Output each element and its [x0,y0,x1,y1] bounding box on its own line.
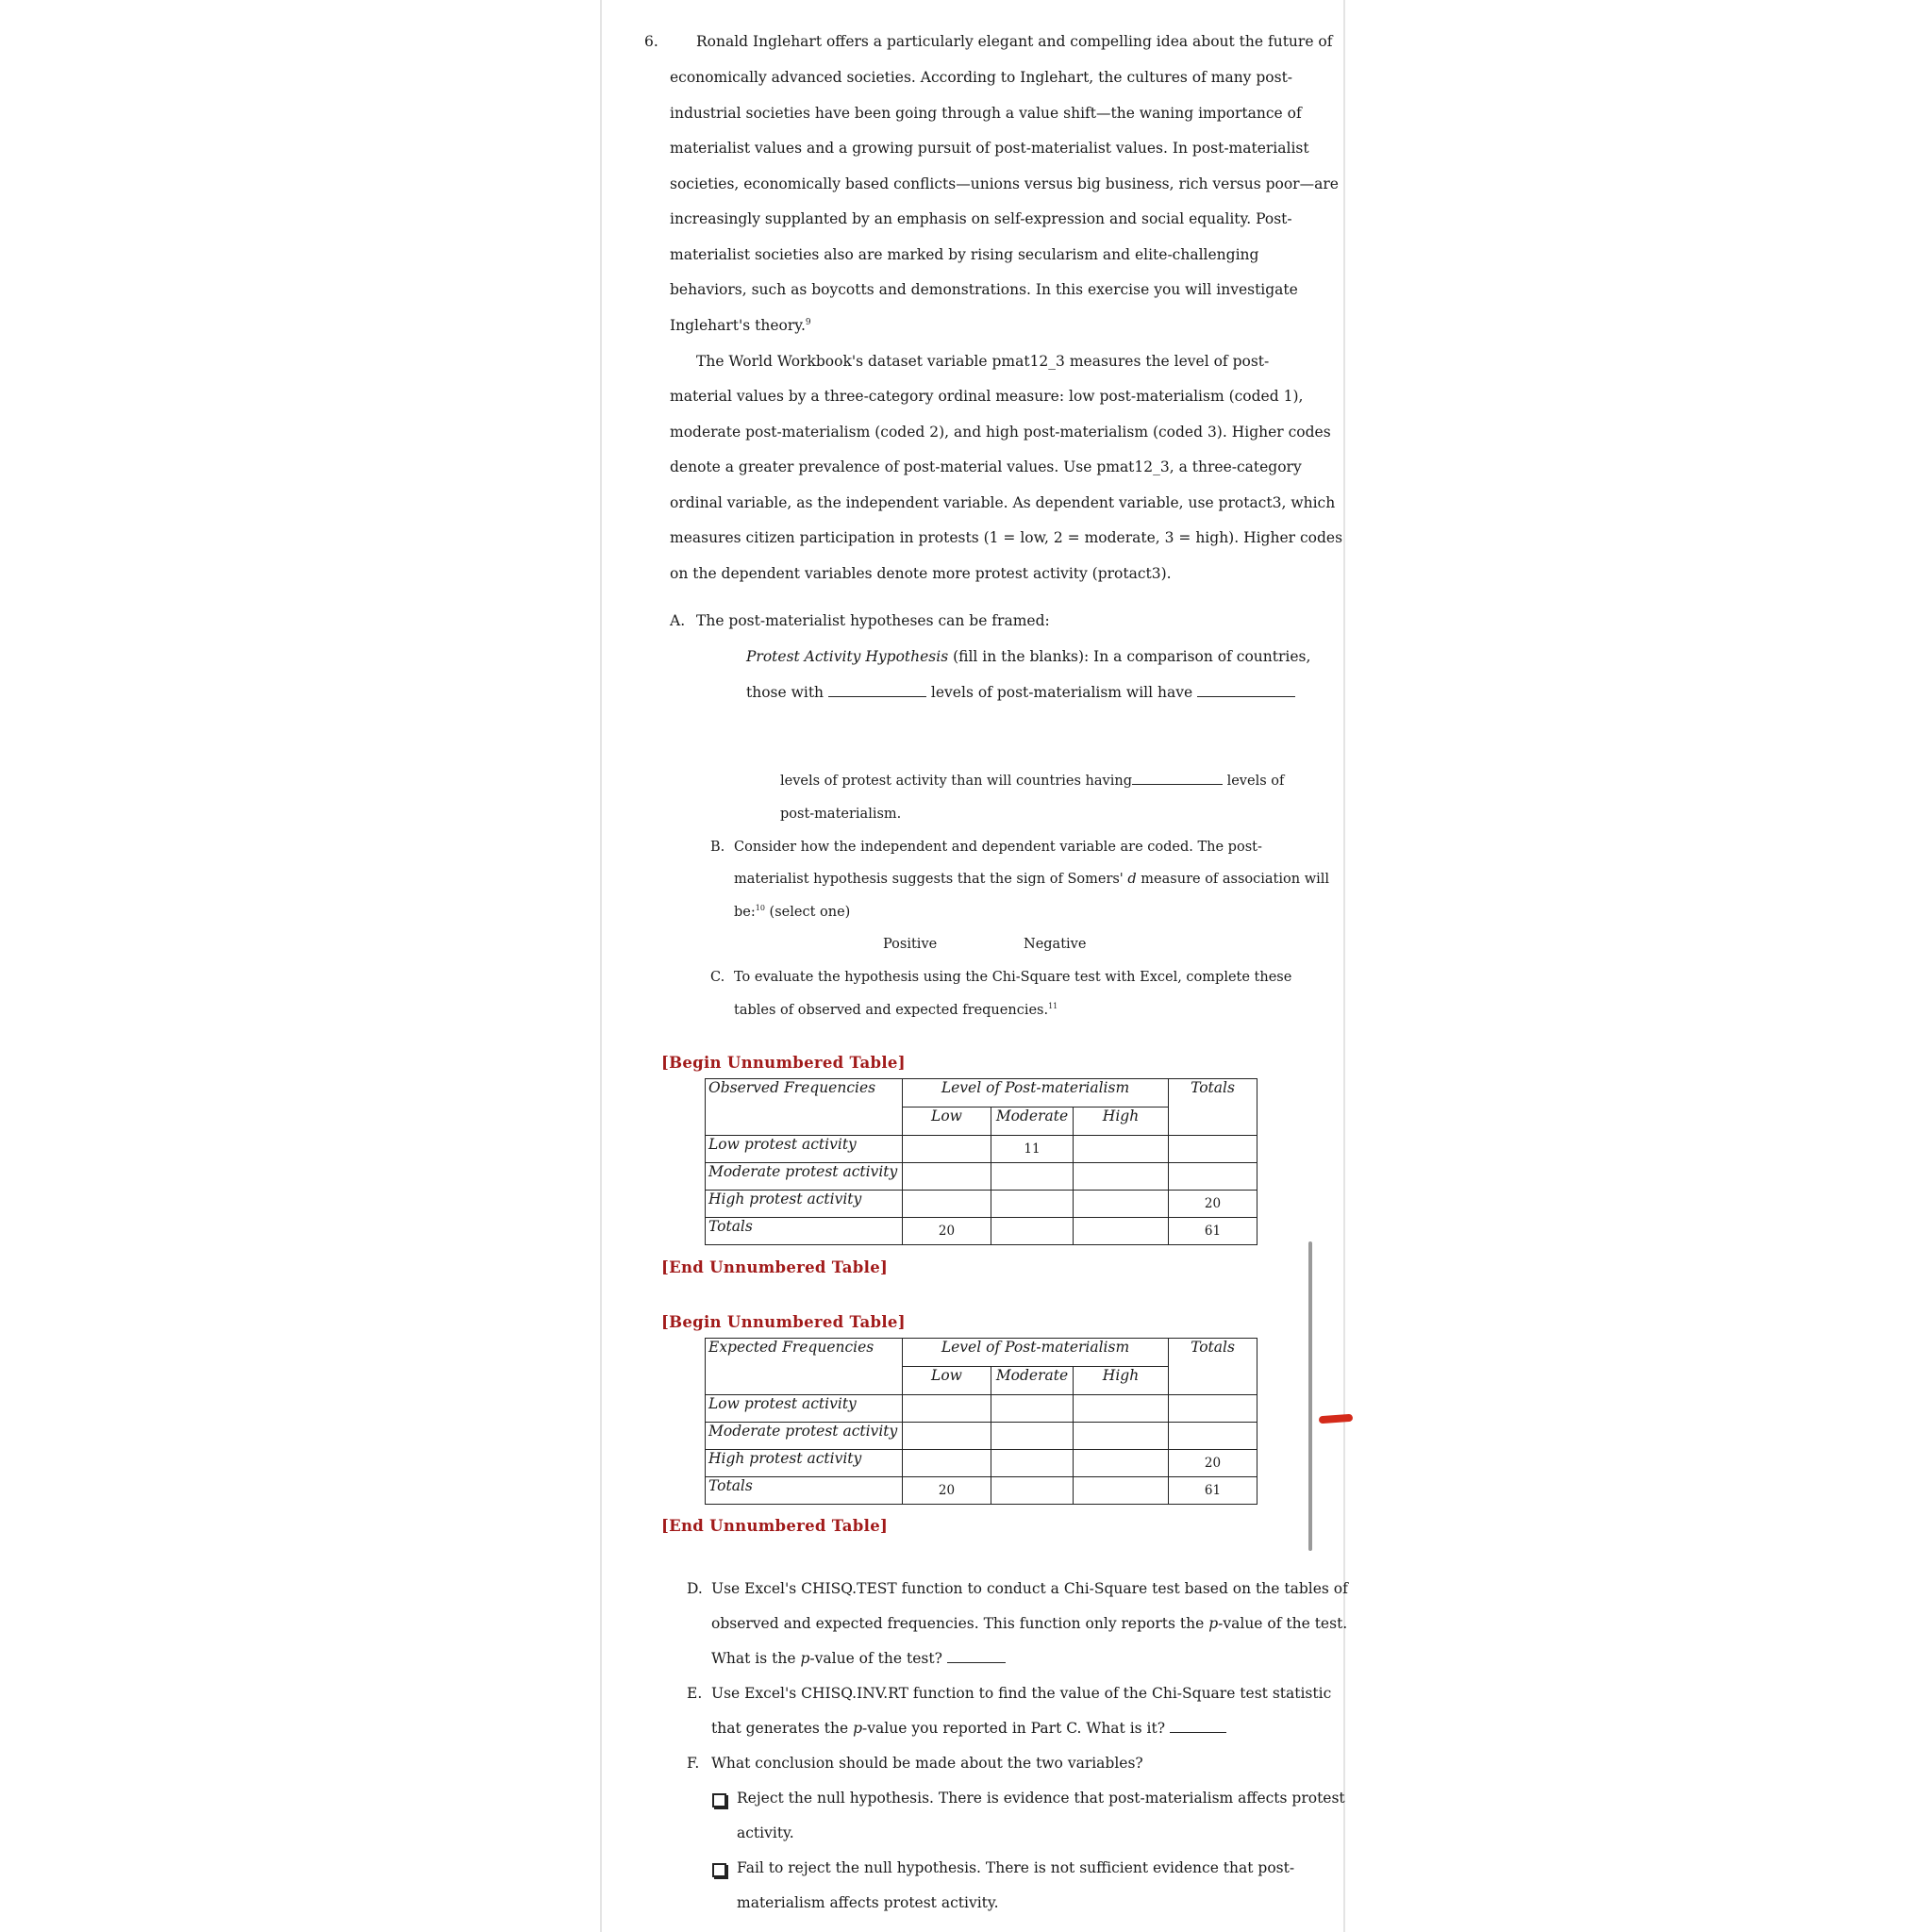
partD-line-3b: -value of the test? [809,1650,942,1667]
partF-line-1: What conclusion should be made about the two variables? [711,1755,1143,1772]
p-italic: p [853,1720,863,1737]
partF-label: F. [687,1755,700,1772]
para2-line-5: ordinal variable, as the independent variable. As dependent variable, use protact3, which [670,494,1336,511]
intro-line-4: materialist values and a growing pursuit of post-materialist values. In post-materialist [670,140,1309,157]
partE-label: E. [687,1685,703,1702]
partE-line-2a: that generates the [711,1720,854,1737]
intro-line-7: materialist societies also are marked by rising secularism and elite-challenging [670,246,1259,263]
partD-line-3a: What is the [711,1650,801,1667]
fail-option-line-1: Fail to reject the null hypothesis. There is not sufficient evidence that post- [737,1859,1295,1876]
table-cell[interactable] [903,1450,991,1477]
table-cell[interactable]: 20 [1169,1450,1257,1477]
table-cell[interactable] [991,1191,1074,1218]
table-row [706,1218,1257,1245]
partA-label: A. [670,612,686,629]
partB-line-2b: measure of association will [1136,872,1330,887]
observed-col-low: Low [903,1108,991,1136]
intro-line-3: industrial societies have been going through a value shift—the waning importance of [670,105,1302,122]
partB-line-2a: materialist hypothesis suggests that the sign of Somers' [734,872,1128,887]
table-cell[interactable]: 20 [903,1218,991,1245]
table-cell[interactable] [1074,1477,1169,1505]
para2-line-1: The World Workbook's dataset variable pmat12_3 measures the level of post- [696,353,1270,370]
footnote-9: 9 [805,317,811,327]
expected-group-header: Level of Post-materialism [903,1339,1169,1367]
table-row [706,1163,1257,1191]
hypothesis-line-3 [780,774,1284,789]
hypothesis-line-1 [746,648,1310,665]
partC-line-2 [734,1002,1058,1018]
blank-3[interactable] [1132,783,1223,785]
intro-line-5: societies, economically based conflicts—unions versus big business, rich versus poor—are [670,175,1339,192]
hypothesis-title: Protest Activity Hypothesis [746,648,949,665]
table-cell[interactable] [991,1395,1074,1423]
intro-line-9-text: Inglehart's theory. [670,317,806,334]
partD-line-2 [711,1615,1347,1632]
hypothesis-line-2b: levels of post-materialism will have [930,684,1193,701]
expected-col-high: High [1074,1367,1169,1395]
observed-totals-header: Totals [1169,1079,1257,1136]
table-row [706,1191,1257,1218]
hypothesis-rest: (fill in the blanks): In a comparison of countries, [948,648,1311,665]
partC-line-1: To evaluate the hypothesis using the Chi-Square test with Excel, complete these [734,970,1292,985]
table-cell[interactable] [903,1136,991,1163]
hypothesis-line-3a: levels of protest activity than will countries having [780,774,1132,789]
reject-checkbox[interactable] [712,1793,726,1807]
table-cell[interactable] [1169,1395,1257,1423]
intro-line-6: increasingly supplanted by an emphasis on self-expression and social equality. Post- [670,210,1292,227]
partD-label: D. [687,1580,703,1597]
table-cell[interactable] [903,1423,991,1450]
table-cell[interactable] [1074,1218,1169,1245]
intro-line-1: Ronald Inglehart offers a particularly elegant and compelling idea about the future of [696,33,1333,50]
partB-label: B. [710,840,725,855]
fail-option-line-2: materialism affects protest activity. [737,1894,999,1911]
table-cell[interactable] [1169,1163,1257,1191]
row-label: Totals [706,1218,903,1245]
expected-end-label: [End Unnumbered Table] [661,1517,889,1535]
hypothesis-line-2 [746,684,1295,701]
scrollbar[interactable] [1308,1241,1312,1551]
observed-title: Observed Frequencies [706,1079,903,1136]
table-cell[interactable] [991,1218,1074,1245]
question-number: 6. [644,33,658,50]
expected-col-moderate: Moderate [991,1367,1074,1395]
table-cell[interactable] [1169,1423,1257,1450]
table-cell[interactable] [991,1423,1074,1450]
reject-option-line-1: Reject the null hypothesis. There is evidence that post-materialism affects protest [737,1790,1345,1807]
partC-line-2-text: tables of observed and expected frequencies. [734,1002,1049,1018]
table-cell[interactable] [1074,1423,1169,1450]
table-cell[interactable] [991,1163,1074,1191]
row-label: High protest activity [706,1191,903,1218]
table-cell[interactable] [1074,1191,1169,1218]
expected-totals-header: Totals [1169,1339,1257,1395]
row-label: Totals [706,1477,903,1505]
partB-line-3b: (select one) [764,904,851,920]
footnote-10: 10 [755,904,765,912]
table-cell[interactable] [991,1450,1074,1477]
partB-line-2 [734,872,1329,887]
blank-2[interactable] [1197,695,1295,697]
table-cell[interactable] [903,1163,991,1191]
observed-begin-label: [Begin Unnumbered Table] [661,1054,906,1072]
partA-text: The post-materialist hypotheses can be framed: [696,612,1050,629]
table-cell[interactable]: 11 [991,1136,1074,1163]
partE-line-2 [711,1720,1226,1737]
partD-line-1: Use Excel's CHISQ.TEST function to conduct a Chi-Square test based on the tables of [711,1580,1348,1597]
partE-line-1: Use Excel's CHISQ.INV.RT function to find the value of the Chi-Square test statistic [711,1685,1332,1702]
table-cell[interactable]: 61 [1169,1477,1257,1505]
partD-line-2a: observed and expected frequencies. This function only reports the [711,1615,1209,1632]
table-cell[interactable] [1169,1136,1257,1163]
table-row [706,1450,1257,1477]
partB-line-3a: be: [734,904,756,920]
expected-title: Expected Frequencies [706,1339,903,1395]
expected-col-low: Low [903,1367,991,1395]
somers-d: d [1127,872,1137,887]
table-cell[interactable] [1074,1450,1169,1477]
partD-line-3 [711,1650,1006,1667]
table-row [706,1423,1257,1450]
partB-line-3 [734,904,850,920]
intro-line-8: behaviors, such as boycotts and demonstrations. In this exercise you will investigate [670,281,1298,298]
para2-line-4: denote a greater prevalence of post-material values. Use pmat12_3, a three-category [670,458,1302,475]
row-label: Moderate protest activity [706,1163,903,1191]
observed-col-high: High [1074,1108,1169,1136]
row-label: Moderate protest activity [706,1423,903,1450]
partC-label: C. [710,970,725,985]
row-label: Low protest activity [706,1136,903,1163]
reject-option-line-2: activity. [737,1824,794,1841]
blank-1[interactable] [828,695,926,697]
para2-line-3: moderate post-materialism (coded 2), and high post-materialism (coded 3). Higher codes [670,424,1331,441]
observed-frequencies-table [705,1078,1257,1245]
p-italic: p [1208,1615,1219,1632]
para2-line-2: material values by a three-category ordinal measure: low post-materialism (coded 1), [670,388,1304,405]
table-cell[interactable] [1074,1395,1169,1423]
table-row [706,1395,1257,1423]
expected-begin-label: [Begin Unnumbered Table] [661,1313,906,1331]
fail-to-reject-checkbox[interactable] [712,1863,726,1877]
para2-line-6: measures citizen participation in protests (1 = low, 2 = moderate, 3 = high). Higher codes [670,529,1343,546]
partB-line-1: Consider how the independent and dependent variable are coded. The post- [734,840,1262,855]
observed-end-label: [End Unnumbered Table] [661,1258,889,1276]
annotation-marker [1319,1414,1353,1424]
expected-frequencies-table [705,1338,1257,1505]
partD-line-2b: -value of the test. [1218,1615,1348,1632]
hypothesis-line-3b: levels of [1226,774,1285,789]
table-cell[interactable] [991,1477,1074,1505]
observed-group-header: Level of Post-materialism [903,1079,1169,1108]
para2-line-7: on the dependent variables denote more protest activity (protact3). [670,565,1172,582]
table-cell[interactable]: 20 [1169,1191,1257,1218]
p-italic: p [800,1650,810,1667]
table-cell[interactable]: 20 [903,1477,991,1505]
partE-line-2b: -value you reported in Part C. What is it? [862,1720,1166,1737]
observed-col-moderate: Moderate [991,1108,1074,1136]
p-value-blank[interactable] [947,1661,1006,1663]
table-cell[interactable] [903,1395,991,1423]
table-row [706,1136,1257,1163]
table-cell[interactable] [1074,1163,1169,1191]
intro-line-9 [670,317,811,334]
table-cell[interactable] [1074,1136,1169,1163]
hypothesis-line-2a: those with [746,684,824,701]
footnote-11: 11 [1048,1002,1058,1010]
row-label: Low protest activity [706,1395,903,1423]
table-cell[interactable] [903,1191,991,1218]
statistic-blank[interactable] [1170,1731,1226,1733]
option-negative[interactable]: Negative [1024,937,1087,952]
table-row [706,1477,1257,1505]
row-label: High protest activity [706,1450,903,1477]
table-cell[interactable]: 61 [1169,1218,1257,1245]
option-positive[interactable]: Positive [883,937,938,952]
intro-line-2: economically advanced societies. According to Inglehart, the cultures of many post- [670,69,1293,86]
hypothesis-line-4: post-materialism. [780,807,902,822]
